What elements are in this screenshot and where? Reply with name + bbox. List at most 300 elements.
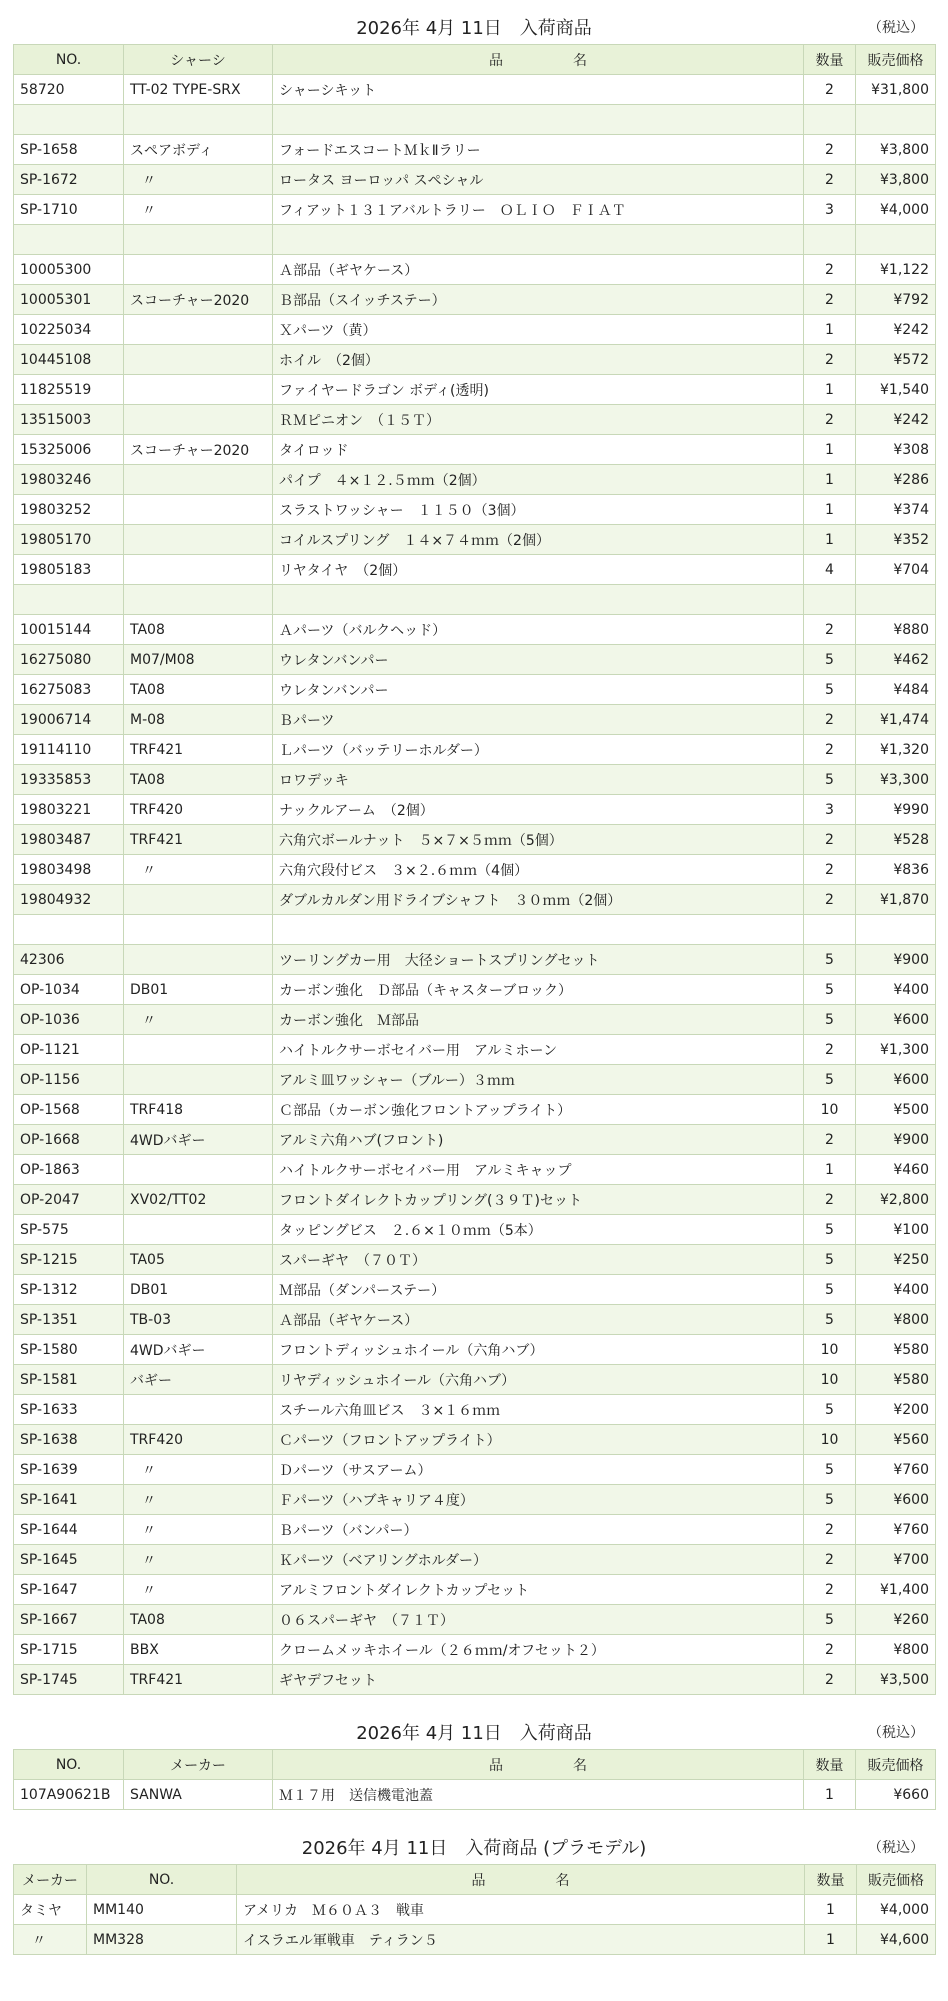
cell-no: 19803487 (14, 825, 124, 855)
cell-price: ¥600 (856, 1005, 936, 1035)
cell-chassis: BBX (124, 1635, 273, 1665)
cell-chassis: TRF420 (124, 795, 273, 825)
column-header-product-name: 品 名 (273, 1750, 804, 1780)
cell-maker: SANWA (124, 1780, 273, 1810)
cell-product-name: Ｍ部品（ダンパーステー） (273, 1275, 804, 1305)
table-row (14, 1455, 936, 1485)
cell-no: 19803252 (14, 495, 124, 525)
cell-quantity: 2 (804, 75, 856, 105)
cell-chassis (124, 315, 273, 345)
cell-no: SP-1672 (14, 165, 124, 195)
cell-quantity: 5 (804, 1485, 856, 1515)
cell-quantity: 5 (804, 765, 856, 795)
cell-no: SP-1715 (14, 1635, 124, 1665)
cell-price: ¥400 (856, 1275, 936, 1305)
cell-no: SP-1633 (14, 1395, 124, 1425)
section-header (0, 1705, 948, 1749)
cell-no: 19335853 (14, 765, 124, 795)
product-table (13, 44, 936, 1695)
cell-quantity: 5 (804, 1395, 856, 1425)
table-row (14, 1545, 936, 1575)
section-title: 2026年 4月 11日 入荷商品 (356, 1723, 592, 1744)
column-header-chassis: シャーシ (124, 45, 273, 75)
cell-chassis (124, 255, 273, 285)
cell-product-name: Ｆパーツ（ハブキャリア４度） (273, 1485, 804, 1515)
cell-price: ¥660 (856, 1780, 936, 1810)
cell-price: ¥200 (856, 1395, 936, 1425)
table-row (14, 1125, 936, 1155)
cell-price: ¥484 (856, 675, 936, 705)
cell-product-name: ツーリングカー用 大径ショートスプリングセット (273, 945, 804, 975)
cell-quantity: 1 (804, 1155, 856, 1185)
cell-price: ¥4,600 (857, 1925, 936, 1955)
column-header-no: NO. (14, 1750, 124, 1780)
cell-price: ¥352 (856, 525, 936, 555)
cell-product-name: Ｂパーツ (273, 705, 804, 735)
cell-price: ¥800 (856, 1635, 936, 1665)
cell-no: 19803221 (14, 795, 124, 825)
cell-product-name: Ｃ部品（カーボン強化フロントアップライト） (273, 1095, 804, 1125)
cell-no: 19006714 (14, 705, 124, 735)
cell-quantity: 5 (804, 675, 856, 705)
table-row (14, 1335, 936, 1365)
cell-price: ¥600 (856, 1065, 936, 1095)
cell-quantity: 5 (804, 1065, 856, 1095)
cell-product-name: ファイヤードラゴン ボディ(透明) (273, 375, 804, 405)
cell-chassis: スコーチャー2020 (124, 285, 273, 315)
cell-price: ¥600 (856, 1485, 936, 1515)
cell-product-name: ホイル （2個） (273, 345, 804, 375)
cell-product-name: イスラエル軍戦車 ティラン５ (237, 1925, 805, 1955)
cell-price: ¥3,800 (856, 135, 936, 165)
cell-quantity: 5 (804, 1305, 856, 1335)
cell-product-name: タイロッド (273, 435, 804, 465)
cell-no: SP-1351 (14, 1305, 124, 1335)
table-row (14, 705, 936, 735)
cell-price: ¥792 (856, 285, 936, 315)
table-row (14, 315, 936, 345)
cell-quantity: 2 (804, 885, 856, 915)
table-body (14, 75, 936, 1695)
table-row-spacer (14, 225, 936, 255)
table-body (14, 1895, 936, 1955)
cell-chassis: XV02/TT02 (124, 1185, 273, 1215)
cell-quantity: 2 (804, 1185, 856, 1215)
cell-product-name: スラストワッシャー １１５０（3個） (273, 495, 804, 525)
cell-quantity: 3 (804, 195, 856, 225)
cell-chassis: 〃 (124, 1575, 273, 1605)
cell-product-name: 六角穴段付ビス ３×２.６ｍｍ（4個） (273, 855, 804, 885)
table-header-row (14, 1865, 936, 1895)
cell-quantity: 5 (804, 1005, 856, 1035)
cell-quantity: 2 (804, 1665, 856, 1695)
cell-price: ¥990 (856, 795, 936, 825)
cell-product-name: 六角穴ボールナット ５×７×５ｍｍ（5個） (273, 825, 804, 855)
table-row (14, 1185, 936, 1215)
cell-price: ¥572 (856, 345, 936, 375)
cell-chassis (124, 495, 273, 525)
cell-chassis: 4WDバギー (124, 1335, 273, 1365)
cell-price: ¥560 (856, 1425, 936, 1455)
cell-no: 58720 (14, 75, 124, 105)
table-row (14, 195, 936, 225)
cell-chassis: 〃 (124, 1485, 273, 1515)
tax-included-note: （税込） (868, 1725, 924, 1741)
table-row (14, 1635, 936, 1665)
cell-product-name: カーボン強化 Ｍ部品 (273, 1005, 804, 1035)
cell-chassis (124, 375, 273, 405)
table-row (14, 1155, 936, 1185)
table-row (14, 1895, 936, 1925)
table-row (14, 555, 936, 585)
cell-quantity: 2 (804, 165, 856, 195)
column-header-maker: メーカー (14, 1865, 87, 1895)
cell-quantity: 2 (804, 255, 856, 285)
cell-price (856, 915, 936, 945)
table-row-spacer (14, 105, 936, 135)
cell-product-name: フロントダイレクトカップリング(３９Ｔ)セット (273, 1185, 804, 1215)
cell-quantity: 10 (804, 1335, 856, 1365)
cell-quantity (804, 915, 856, 945)
cell-chassis (124, 345, 273, 375)
cell-no: 15325006 (14, 435, 124, 465)
table-row (14, 855, 936, 885)
cell-product-name: ハイトルクサーボセイバー用 アルミキャップ (273, 1155, 804, 1185)
cell-no: OP-1863 (14, 1155, 124, 1185)
cell-product-name (273, 105, 804, 135)
table-row (14, 375, 936, 405)
cell-product-name: シャーシキット (273, 75, 804, 105)
cell-no: SP-1639 (14, 1455, 124, 1485)
cell-quantity: 2 (804, 855, 856, 885)
cell-chassis: TRF421 (124, 825, 273, 855)
cell-no: MM140 (87, 1895, 237, 1925)
cell-quantity: 2 (804, 285, 856, 315)
column-header-no: NO. (87, 1865, 237, 1895)
cell-quantity: 2 (804, 405, 856, 435)
table-row (14, 495, 936, 525)
cell-quantity: 2 (804, 1545, 856, 1575)
table-row (14, 615, 936, 645)
table-row (14, 1215, 936, 1245)
table-row (14, 345, 936, 375)
table-row (14, 1925, 936, 1955)
cell-price: ¥308 (856, 435, 936, 465)
cell-chassis (124, 1155, 273, 1185)
cell-chassis: TA08 (124, 675, 273, 705)
cell-price (856, 105, 936, 135)
cell-chassis: TRF418 (124, 1095, 273, 1125)
cell-price: ¥900 (856, 945, 936, 975)
cell-no: SP-1638 (14, 1425, 124, 1455)
cell-product-name: クロームメッキホイール（２６ｍｍ/オフセット２） (273, 1635, 804, 1665)
cell-product-name: ウレタンバンパー (273, 675, 804, 705)
cell-quantity: 5 (804, 945, 856, 975)
cell-product-name: リヤディッシュホイール（六角ハブ） (273, 1365, 804, 1395)
cell-no (14, 915, 124, 945)
table-row (14, 255, 936, 285)
cell-product-name: アルミフロントダイレクトカップセット (273, 1575, 804, 1605)
cell-no: 19805183 (14, 555, 124, 585)
cell-quantity: 2 (804, 345, 856, 375)
table-row (14, 75, 936, 105)
column-header-price: 販売価格 (856, 1750, 936, 1780)
cell-quantity: 1 (804, 495, 856, 525)
table-row (14, 945, 936, 975)
table-row (14, 135, 936, 165)
cell-price: ¥880 (856, 615, 936, 645)
product-table (13, 1749, 936, 1810)
cell-chassis: 〃 (124, 1455, 273, 1485)
cell-price: ¥836 (856, 855, 936, 885)
cell-no: OP-1034 (14, 975, 124, 1005)
cell-quantity: 10 (804, 1095, 856, 1125)
cell-product-name: Ｌパーツ（バッテリーホルダー） (273, 735, 804, 765)
cell-no: 10005300 (14, 255, 124, 285)
cell-product-name: Ａ部品（ギヤケース） (273, 255, 804, 285)
table-row (14, 1395, 936, 1425)
cell-price: ¥528 (856, 825, 936, 855)
table-row (14, 645, 936, 675)
cell-chassis (124, 1065, 273, 1095)
cell-quantity: 5 (804, 645, 856, 675)
section-title: 2026年 4月 11日 入荷商品 (356, 18, 592, 39)
table-row (14, 975, 936, 1005)
cell-no: 16275083 (14, 675, 124, 705)
cell-chassis (124, 1035, 273, 1065)
cell-chassis (124, 465, 273, 495)
cell-quantity: 1 (804, 435, 856, 465)
cell-chassis: 〃 (124, 1545, 273, 1575)
cell-no: SP-1645 (14, 1545, 124, 1575)
table-row (14, 1780, 936, 1810)
cell-no: SP-1667 (14, 1605, 124, 1635)
cell-product-name: アメリカ Ｍ６０Ａ３ 戦車 (237, 1895, 805, 1925)
cell-product-name: パイプ ４×１２.５ｍｍ（2個） (273, 465, 804, 495)
cell-price: ¥242 (856, 315, 936, 345)
cell-maker: 〃 (14, 1925, 87, 1955)
cell-no: 19803498 (14, 855, 124, 885)
cell-chassis: 4WDバギー (124, 1125, 273, 1155)
cell-price: ¥1,870 (856, 885, 936, 915)
cell-product-name: Ｋパーツ（ベアリングホルダー） (273, 1545, 804, 1575)
cell-product-name: リヤタイヤ （2個） (273, 555, 804, 585)
table-row (14, 1065, 936, 1095)
cell-price: ¥800 (856, 1305, 936, 1335)
cell-product-name: ＲＭピニオン （１５Ｔ） (273, 405, 804, 435)
column-header-quantity: 数量 (805, 1865, 857, 1895)
table-row (14, 405, 936, 435)
cell-no: OP-1668 (14, 1125, 124, 1155)
cell-no: SP-1581 (14, 1365, 124, 1395)
cell-chassis: 〃 (124, 165, 273, 195)
cell-chassis: バギー (124, 1365, 273, 1395)
cell-price: ¥100 (856, 1215, 936, 1245)
cell-chassis (124, 525, 273, 555)
cell-price: ¥242 (856, 405, 936, 435)
cell-no: 10445108 (14, 345, 124, 375)
cell-product-name: Ａパーツ（バルクヘッド） (273, 615, 804, 645)
cell-product-name: Ａ部品（ギヤケース） (273, 1305, 804, 1335)
cell-chassis: 〃 (124, 855, 273, 885)
cell-product-name: フロントディッシュホイール（六角ハブ） (273, 1335, 804, 1365)
cell-quantity: 2 (804, 1635, 856, 1665)
table-header-row (14, 1750, 936, 1780)
column-header-quantity: 数量 (804, 45, 856, 75)
cell-no: 19805170 (14, 525, 124, 555)
cell-price: ¥462 (856, 645, 936, 675)
cell-quantity: 1 (805, 1925, 857, 1955)
cell-quantity (804, 585, 856, 615)
cell-chassis (124, 1215, 273, 1245)
table-row (14, 795, 936, 825)
cell-price: ¥1,540 (856, 375, 936, 405)
arrivals-section-maker (0, 1705, 948, 1810)
column-header-price: 販売価格 (856, 45, 936, 75)
cell-chassis (124, 225, 273, 255)
cell-product-name: スパーギヤ （７０Ｔ） (273, 1245, 804, 1275)
cell-price: ¥760 (856, 1515, 936, 1545)
table-row (14, 1365, 936, 1395)
cell-quantity: 10 (804, 1365, 856, 1395)
cell-price: ¥260 (856, 1605, 936, 1635)
cell-quantity: 2 (804, 705, 856, 735)
product-table (13, 1864, 936, 1955)
cell-no: OP-1121 (14, 1035, 124, 1065)
cell-chassis: TRF420 (124, 1425, 273, 1455)
cell-price: ¥1,122 (856, 255, 936, 285)
column-header-product-name: 品 名 (237, 1865, 805, 1895)
tax-included-note: （税込） (868, 20, 924, 36)
cell-product-name: ギヤデフセット (273, 1665, 804, 1695)
table-row (14, 525, 936, 555)
cell-no: OP-2047 (14, 1185, 124, 1215)
table-header-row (14, 45, 936, 75)
cell-product-name (273, 915, 804, 945)
cell-price: ¥1,320 (856, 735, 936, 765)
cell-product-name: アルミ皿ワッシャー（ブルー）３ｍｍ (273, 1065, 804, 1095)
cell-quantity (804, 225, 856, 255)
cell-chassis: TA08 (124, 765, 273, 795)
table-row (14, 165, 936, 195)
table-row-spacer (14, 915, 936, 945)
cell-product-name: ダブルカルダン用ドライブシャフト ３０ｍｍ（2個） (273, 885, 804, 915)
cell-chassis: スペアボディ (124, 135, 273, 165)
cell-no: 19803246 (14, 465, 124, 495)
arrivals-section-plastic-models (0, 1820, 948, 1955)
cell-chassis (124, 555, 273, 585)
cell-quantity (804, 105, 856, 135)
cell-quantity: 2 (804, 1515, 856, 1545)
cell-chassis (124, 105, 273, 135)
table-row (14, 825, 936, 855)
cell-price: ¥286 (856, 465, 936, 495)
table-row (14, 1425, 936, 1455)
cell-no (14, 105, 124, 135)
cell-no: 13515003 (14, 405, 124, 435)
cell-no: SP-1647 (14, 1575, 124, 1605)
cell-price: ¥500 (856, 1095, 936, 1125)
cell-quantity: 1 (805, 1895, 857, 1925)
cell-no: 16275080 (14, 645, 124, 675)
cell-product-name: フォードエスコートＭｋⅡラリー (273, 135, 804, 165)
cell-chassis: スコーチャー2020 (124, 435, 273, 465)
cell-no: 10005301 (14, 285, 124, 315)
cell-price: ¥900 (856, 1125, 936, 1155)
cell-product-name: フィアット１３１アバルトラリー ＯＬＩＯ ＦＩＡＴ (273, 195, 804, 225)
cell-price: ¥400 (856, 975, 936, 1005)
cell-product-name: Ｂパーツ（バンパー） (273, 1515, 804, 1545)
cell-chassis: TA08 (124, 615, 273, 645)
cell-product-name: Ｘパーツ（黄） (273, 315, 804, 345)
table-row-spacer (14, 585, 936, 615)
cell-no: SP-1215 (14, 1245, 124, 1275)
cell-no: 11825519 (14, 375, 124, 405)
cell-product-name: ナックルアーム （2個） (273, 795, 804, 825)
table-row (14, 1605, 936, 1635)
cell-product-name: ０６スパーギヤ （７１Ｔ） (273, 1605, 804, 1635)
column-header-maker: メーカー (124, 1750, 273, 1780)
cell-quantity: 1 (804, 315, 856, 345)
column-header-quantity: 数量 (804, 1750, 856, 1780)
cell-quantity: 2 (804, 1125, 856, 1155)
cell-no: SP-575 (14, 1215, 124, 1245)
section-header (0, 0, 948, 44)
cell-no: SP-1658 (14, 135, 124, 165)
cell-no: 42306 (14, 945, 124, 975)
table-row (14, 1245, 936, 1275)
cell-price: ¥760 (856, 1455, 936, 1485)
cell-chassis: TRF421 (124, 735, 273, 765)
table-row (14, 1575, 936, 1605)
column-header-price: 販売価格 (857, 1865, 936, 1895)
cell-quantity: 1 (804, 375, 856, 405)
section-header (0, 1820, 948, 1864)
cell-quantity: 1 (804, 1780, 856, 1810)
cell-chassis (124, 585, 273, 615)
table-row (14, 1665, 936, 1695)
cell-no: OP-1568 (14, 1095, 124, 1125)
cell-price: ¥460 (856, 1155, 936, 1185)
table-row (14, 1095, 936, 1125)
cell-no: OP-1036 (14, 1005, 124, 1035)
cell-product-name: アルミ六角ハブ(フロント) (273, 1125, 804, 1155)
cell-quantity: 5 (804, 1275, 856, 1305)
cell-product-name: ウレタンバンパー (273, 645, 804, 675)
cell-price: ¥3,500 (856, 1665, 936, 1695)
column-header-no: NO. (14, 45, 124, 75)
cell-chassis: DB01 (124, 1275, 273, 1305)
cell-price: ¥2,800 (856, 1185, 936, 1215)
cell-product-name: コイルスプリング １４×７４ｍｍ（2個） (273, 525, 804, 555)
cell-quantity: 5 (804, 1455, 856, 1485)
table-row (14, 765, 936, 795)
cell-chassis (124, 405, 273, 435)
cell-product-name: Ｂ部品（スイッチステー） (273, 285, 804, 315)
cell-quantity: 1 (804, 525, 856, 555)
cell-no: 107A90621B (14, 1780, 124, 1810)
cell-product-name (273, 225, 804, 255)
cell-no: MM328 (87, 1925, 237, 1955)
cell-price: ¥700 (856, 1545, 936, 1575)
cell-chassis (124, 1395, 273, 1425)
table-row (14, 1275, 936, 1305)
table-row (14, 1035, 936, 1065)
cell-no: SP-1745 (14, 1665, 124, 1695)
cell-product-name: スチール六角皿ビス ３×１６ｍｍ (273, 1395, 804, 1425)
cell-quantity: 5 (804, 975, 856, 1005)
cell-price: ¥3,300 (856, 765, 936, 795)
